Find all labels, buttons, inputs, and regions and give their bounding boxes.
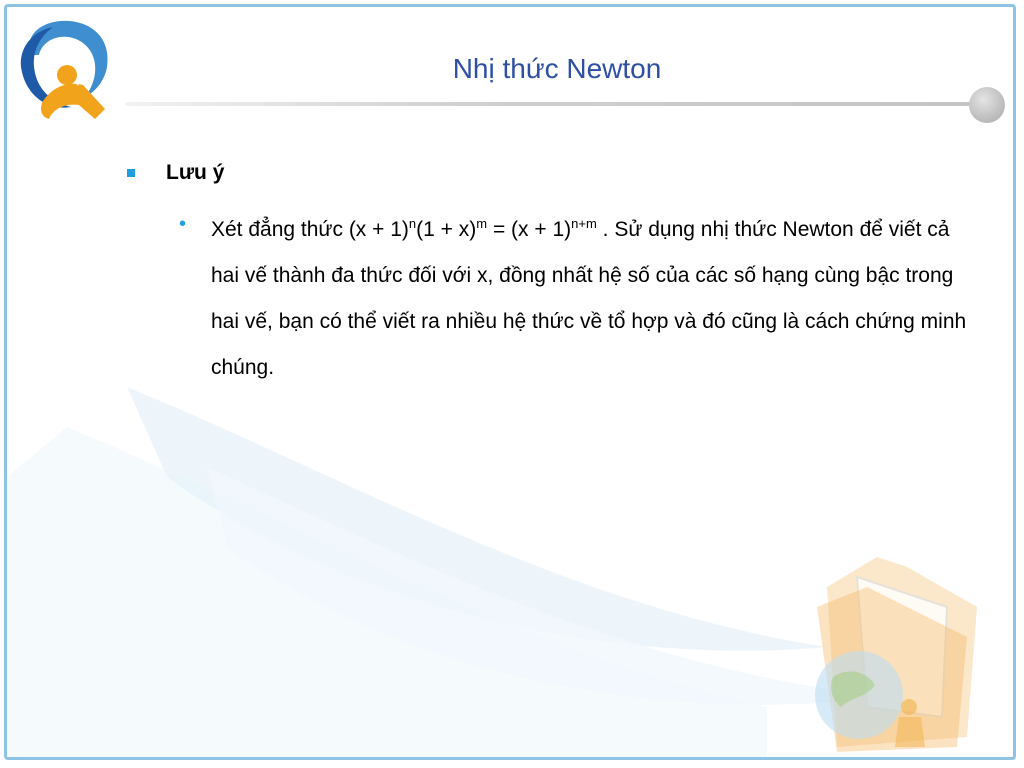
- square-bullet-icon: [127, 169, 135, 177]
- eq-exp-rhs: n+m: [571, 216, 597, 231]
- eq-exp-a: n: [408, 216, 417, 231]
- bullet-heading: Lưu ý: [166, 161, 225, 184]
- logo-icon: [13, 15, 117, 125]
- bullet-level1: [127, 161, 224, 185]
- dot-bullet-icon: •: [179, 213, 187, 235]
- eq-equals: =: [487, 218, 512, 241]
- eq-term-a: (x + 1): [348, 218, 409, 241]
- slide-title: Nhị thức Newton: [452, 53, 662, 84]
- slide: [4, 4, 1016, 760]
- equation: [349, 218, 597, 241]
- eq-exp-b: m: [476, 216, 488, 231]
- paragraph-prefix: Xét đẳng thức: [211, 218, 349, 241]
- title-divider: [125, 102, 987, 106]
- paragraph: [211, 207, 979, 391]
- divider-end-dot: [969, 87, 1005, 123]
- folder-globe-icon: [797, 547, 997, 757]
- eq-term-rhs: (x + 1): [511, 218, 572, 241]
- paragraph-rest: . Sử dụng nhị thức Newton để viết cả hai vế thành đa thức đối với x, đồng nhất hệ số của các số hạng cùng bậc trong hai vế, bạn có thể viết ra nhiều hệ thức về tổ hợp và đó cũng là cách chứng minh chúng.: [211, 218, 967, 379]
- eq-term-b: (1 + x): [416, 218, 477, 241]
